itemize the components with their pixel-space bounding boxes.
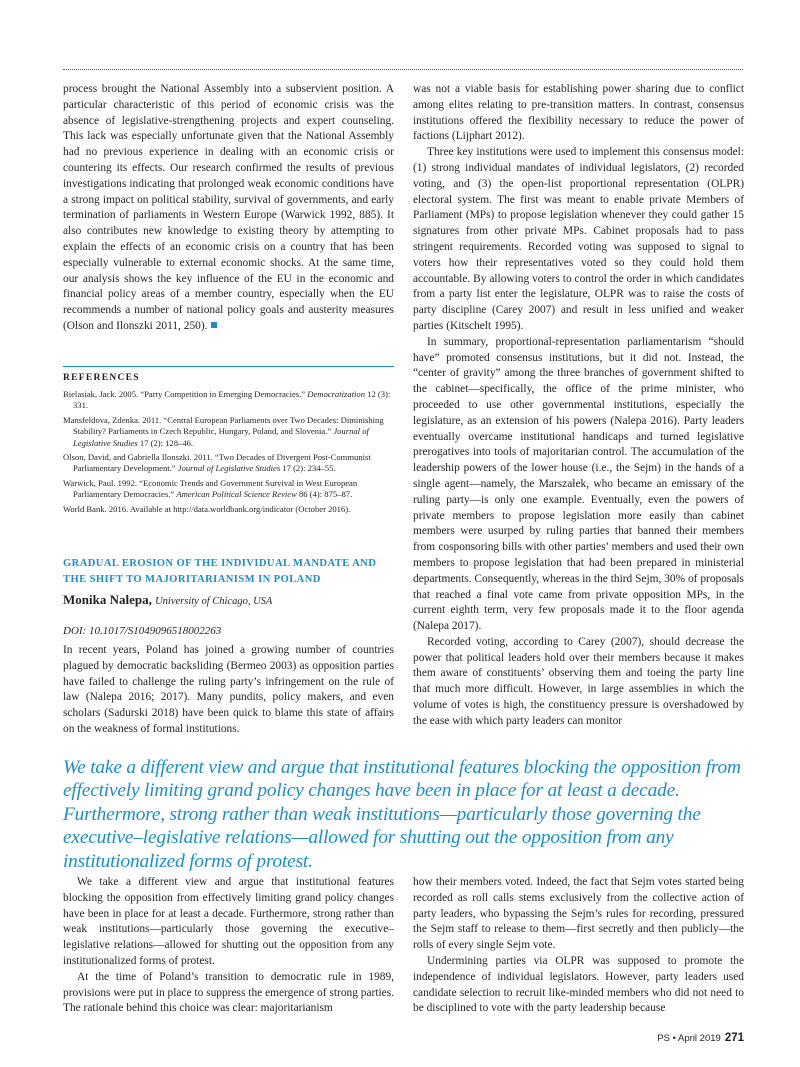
journal-issue: PS • April 2019 [657, 1033, 721, 1044]
reference-item: Warwick, Paul. 1992. “Economic Trends and Government Survival in West European Parliamentary Democracies.” American Political Science Review 86 (4): 875–87. [63, 477, 358, 500]
paragraph: was not a viable basis for establishing power sharing due to conflict among elites relating to pre-transition matters. In contrast, consensus institutions offered the flexibility necessary to reduce the power of factions (Lijphart 2012). [413, 83, 744, 143]
pull-quote: We take a different view and argue that institutional features blocking the opposition from effectively limiting grand policy changes have been in place for at least a decade. Furthermore, strong rather than weak institutions—particularly those governing the executive–legislative relations—allowed for shutting out the opposition from any institutionalized forms of protest. [63, 757, 741, 872]
left-column-top [63, 82, 394, 335]
paragraph: Recorded voting, according to Carey (2007), should decrease the power that political leaders hold over their members because it makes them aware of constituents’ observing them and toeing the party line that much more difficult. However, in large assemblies in which the volume of votes is high, the constituency pressure is overshadowed by the ease with which party leaders can monitor [413, 635, 744, 727]
paragraph [63, 82, 394, 335]
article-section [63, 556, 394, 738]
paragraph-text: process brought the National Assembly into a subservient position. A particular characteristic of this period of economic crisis was the absence of legislative-strengthening projects and expert counseling. This lack was especially unfortunate given that the National Assembly had no previous experience in dealing with an economic crisis or countering its effects. Our research confirmed the results of previous investigations indicating that prolonged weak economic conditions have a strong impact on political stability, survival of governments, and early termination of parliaments in Western Europe (Warwick 1992, 885). It also contributes new knowledge to existing theory by attempting to explain the effects of an economic crisis on a country that has been especially vulnerable to external economic shocks. At the same time, our analysis shows the key influence of the EU in the economic and financial policy areas of a member country, especially when the EU recommends a number of national policy goals and austerity measures (Olson and Ilonszki 2011, 250). [63, 83, 394, 332]
page-number: 271 [724, 1032, 744, 1044]
byline [63, 591, 394, 611]
author-name: Monika Nalepa, [63, 592, 152, 607]
paragraph: At the time of Poland’s transition to democratic rule in 1989, provisions were put in place to suppress the emergence of strong parties. The rationale behind this choice was clear: majoritarianism [63, 970, 394, 1015]
references-rule [63, 366, 394, 367]
reference-item: Mansfeldova, Zdenka. 2011. “Central European Parliaments over Two Decades: Diminishing Stability? Parliaments in Czech Republic, Hungary, Poland, and Slovenia.” Journal of Legislative Studies 17 (2): 128–46. [63, 414, 384, 448]
doi: DOI: 10.1017/S1049096518002263 [63, 625, 222, 637]
paragraph: In summary, proportional-representation parliamentarism “should have” promoted consensus institutions, but it did not. Instead, the “center of gravity” among the three branches of government shifted to the cabinet—specifically, the office of the prime minister, who proceeded to use other governmental institutions, especially the legislature, as an extension of his powers (Nalepa 2016). Party leaders eventually overcame institutional handicaps and turned legislative prerogatives into tools of majoritarian control. The accumulation of the leadership powers of the lower house (i.e., the Sejm) in the hands of a single agent—namely, the Marszałek, who became an emissary of the ruling party—is only one example. Eventually, even the powers of private members to propose legislation more easily than cabinet members were usurped by ruling parties that banned their members from cosponsoring bills with other parties’ members and used their own members to propose legislation that had been prepared in ministerial departments. Consequently, whereas in the third Sejm, 30% of proposals that reached a final vote came from private opposition MPs, in the current eighth term, very few proposals made it to the floor agenda (Nalepa 2017). [413, 335, 744, 633]
article-title: GRADUAL EROSION OF THE INDIVIDUAL MANDATE AND THE SHIFT TO MAJORITARIANISM IN POLAND [63, 558, 377, 585]
right-column-top [413, 82, 744, 730]
header-rule [63, 69, 743, 70]
reference-item: Bielasiak, Jack. 2005. “Party Competition in Emerging Democracies.” Democratization 12 (3): 331. [63, 389, 391, 411]
paragraph: how their members voted. Indeed, the fact that Sejm votes started being recorded as roll calls stems exclusively from the collective action of party leaders, who bypassing the Sejm’s rules for recording, pressured the Sejm staff to release to them—first secretly and then publicly—the rolls of every single Sejm vote. [413, 876, 744, 952]
author-affiliation: University of Chicago, USA [155, 596, 273, 607]
references-section [63, 366, 394, 518]
reference-item: Olson, David, and Gabriella Ilonszki. 2011. “Two Decades of Divergent Post-Communist Parliamentary Development.” Journal of Legislative Studies 17 (2): 234–55. [63, 452, 371, 474]
paragraph: In recent years, Poland has joined a growing number of countries plagued by democratic backsliding (Bermeo 2003) as opposition parties have failed to challenge the ruling party’s infringement on the rule of law (Nalepa 2016; 2017). Many pundits, policy makers, and even scholars (Sadurski 2018) have been quick to blame this state of affairs on the weakness of formal institutions. [63, 644, 394, 735]
reference-item: World Bank. 2016. Available at http://data.worldbank.org/indicator (October 2016). [63, 503, 351, 514]
paragraph: We take a different view and argue that institutional features blocking the opposition from effectively limiting grand policy changes have been in place for at least a decade. Furthermore, strong rather than weak institutions—particularly those governing the executive–legislative relations—allowed for shutting out the opposition from any institutionalized forms of protest. [63, 876, 394, 967]
left-column-bottom [63, 875, 394, 1017]
page-footer [657, 1032, 744, 1044]
end-mark-icon [211, 322, 217, 328]
paragraph: Three key institutions were used to implement this consensus model: (1) strong individual mandates of individual legislators, (2) recorded voting, and (3) the open-list proportional representation (OLPR) electoral system. The first was meant to enable private Members of Parliament (MPs) to propose legislation whenever they could gather 15 signatures from other private MPs. Cabinet proposals had to pass stringent requirements. Recorded voting was supposed to signal to voters how their representatives voted so they could hold them accountable. By allowing voters to control the order in which candidates from a party list enter the legislature, OLPR was to raise the costs of party discipline (Carey 2007) and result in less unified and weaker parties (Kitschelt 1995). [413, 146, 744, 332]
right-column-bottom [413, 875, 744, 1017]
paragraph: Undermining parties via OLPR was supposed to promote the independence of individual legislators. However, party leaders used candidate selection to recruit like-minded members who did not need to be disciplined to vote with the party leadership because [413, 954, 744, 1015]
references-heading: REFERENCES [63, 373, 140, 383]
